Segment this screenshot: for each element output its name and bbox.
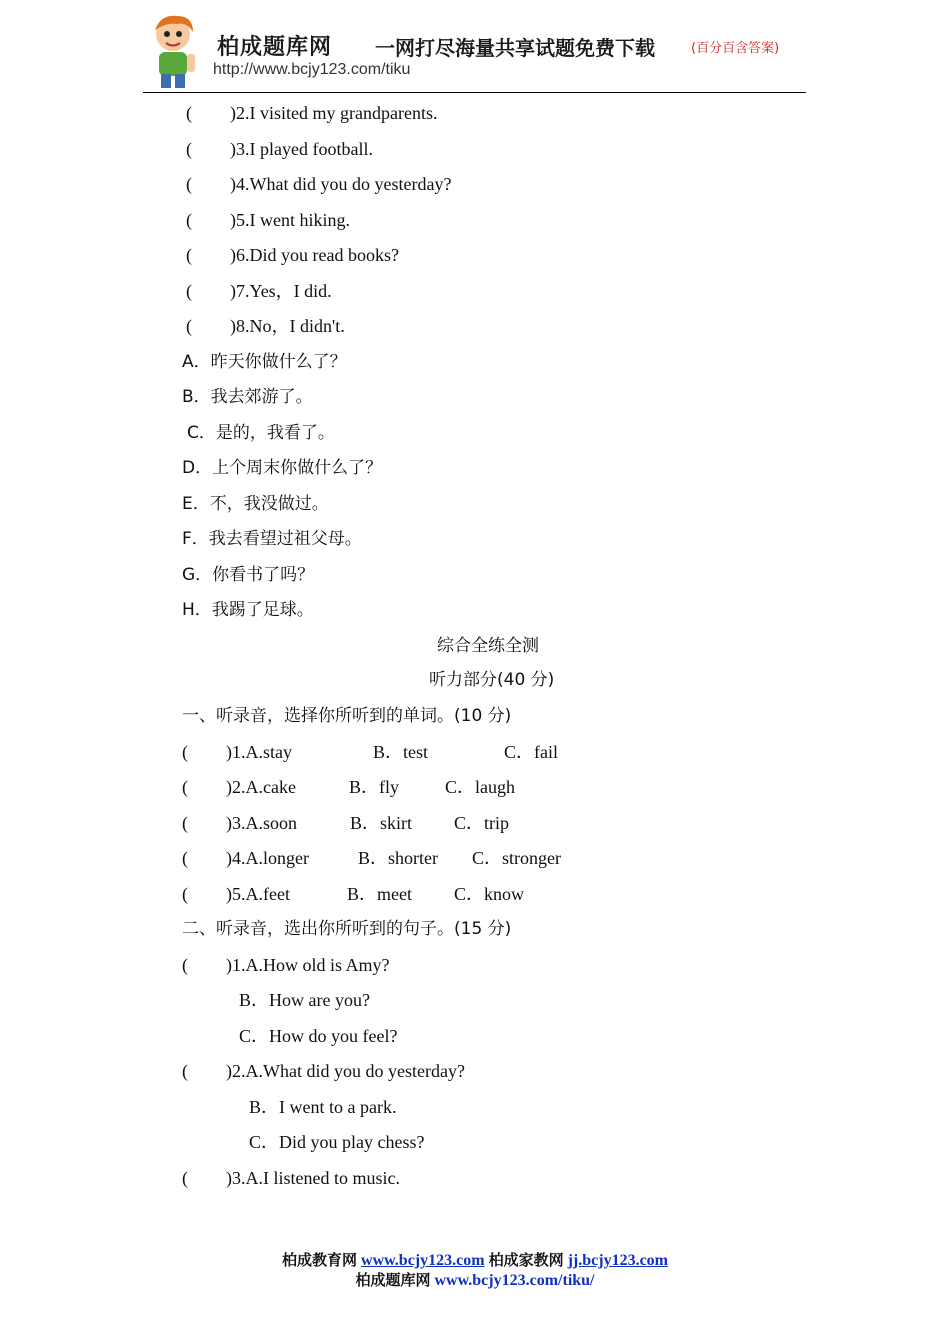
test-subtitle: 听力部分(40 分) (429, 670, 555, 690)
footer-label: 柏成题库网 (355, 1271, 431, 1289)
mascot-logo-icon (147, 12, 203, 92)
site-header (143, 8, 806, 93)
header-divider (143, 92, 806, 93)
footer-label: 柏成教育网 (282, 1251, 358, 1269)
footer-line-2 (0, 1269, 950, 1290)
header-url[interactable]: http://www.bcjy123.com/tiku (213, 61, 411, 78)
answer-option: E．不，我没做过。 (182, 494, 329, 514)
slogan: 一网打尽海量共享试题免费下载 (375, 36, 655, 60)
matching-item: ( )7.Yes，I did. (186, 281, 332, 301)
answer-option: B．我去郊游了。 (182, 387, 313, 407)
matching-item: ( )2.I visited my grandparents. (186, 103, 438, 123)
answer-option: G．你看书了吗？ (182, 565, 315, 585)
matching-item: ( )4.What did you do yesterday? (186, 174, 452, 194)
footer-link[interactable]: www.bcjy123.com (361, 1252, 485, 1269)
answer-option: F．我去看望过祖父母。 (182, 529, 362, 549)
answer-option: H．我踢了足球。 (182, 600, 314, 620)
section-heading: 二、听录音，选出你所听到的句子。(15 分) (182, 919, 512, 939)
answer-option: A．昨天你做什么了？ (182, 352, 347, 372)
matching-item: ( )6.Did you read books? (186, 245, 399, 265)
section-heading: 一、听录音，选择你所听到的单词。(10 分) (182, 706, 512, 726)
footer-line-1 (0, 1249, 950, 1270)
matching-item: ( )8.No，I didn't. (186, 316, 345, 336)
answer-option: C．是的，我看了。 (187, 423, 335, 443)
answer-badge: (百分百含答案) (691, 41, 780, 56)
footer-link[interactable]: www.bcjy123.com/tiku/ (434, 1272, 595, 1289)
answer-option: D．上个周末你做什么了？ (182, 458, 383, 478)
test-title: 综合全练全测 (437, 636, 539, 656)
footer-label: 柏成家教网 (488, 1251, 564, 1269)
brand-title: 柏成题库网 (217, 34, 333, 60)
matching-item: ( )5.I went hiking. (186, 210, 350, 230)
footer-link[interactable]: jj.bcjy123.com (567, 1252, 668, 1269)
matching-item: ( )3.I played football. (186, 139, 373, 159)
